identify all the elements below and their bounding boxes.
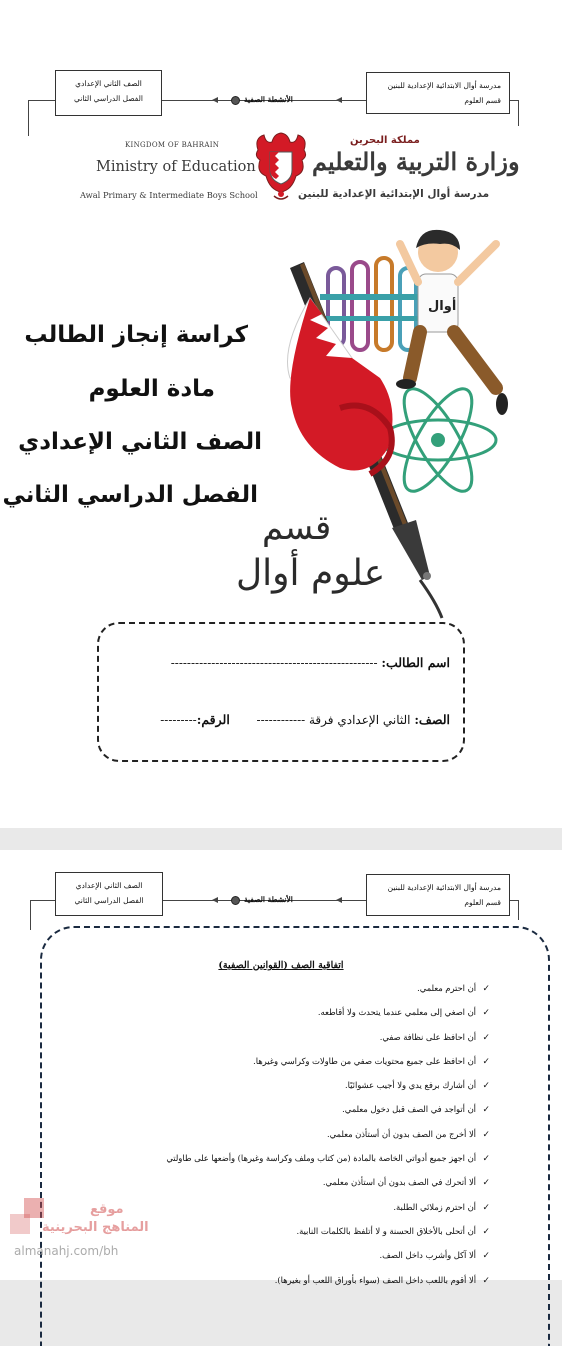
header-rule-right — [518, 900, 519, 920]
header-school-name: مدرسة أوال الابتدائية الإعدادية للبنين — [387, 81, 501, 90]
rule-text: أن اجهز جميع أدواتي الخاصة بالمادة (من كتاب وملف وكراسة وغيرها) وأضعها على طاولتي — [166, 1153, 476, 1164]
header-rule-left — [30, 900, 31, 930]
rule-text: ألا أقوم باللعب داخل الصف (سواء بأوراق اللعب أو بغيرها). — [274, 1274, 476, 1285]
department-line1: قسم — [262, 508, 332, 548]
header-department: قسم العلوم — [464, 96, 501, 105]
header-school-box — [366, 874, 510, 916]
rule-text: أن أتواجد في الصف قبل دخول معلمي. — [342, 1104, 476, 1115]
header-semester: الفصل الدراسي الثاني — [74, 94, 143, 103]
watermark-url: almanahj.com/bh — [14, 1244, 119, 1258]
rule-text: ألا أخرج من الصف بدون أن أستأذن معلمي. — [326, 1128, 476, 1139]
header-department: قسم العلوم — [464, 898, 501, 907]
check-icon: ✓ — [482, 1226, 490, 1237]
header-dot-icon — [231, 896, 240, 905]
header-dot-icon — [231, 96, 240, 105]
cover-grade: الصف الثاني الإعدادي — [18, 429, 262, 455]
check-icon: ✓ — [482, 1081, 490, 1092]
rule-item — [30, 1146, 490, 1170]
ministry-en: Ministry of Education — [96, 159, 256, 175]
header-grade: الصف الثاني الإعدادي — [75, 881, 143, 890]
check-icon: ✓ — [482, 1178, 490, 1189]
check-icon: ✓ — [482, 1008, 490, 1019]
rule-item — [30, 1025, 490, 1049]
student-name-row — [171, 655, 450, 670]
header-arrow-left-icon — [212, 897, 218, 903]
student-name-label: اسم الطالب: — [381, 655, 450, 670]
student-number-field[interactable]: --------- — [160, 713, 197, 727]
student-class-row — [160, 712, 450, 727]
header-grade-box — [55, 872, 163, 916]
student-name-field[interactable]: --------------------------------------------------- — [170, 656, 378, 670]
watermark — [10, 1192, 160, 1272]
rule-text: ألا آكل وأشرب داخل الصف. — [379, 1250, 476, 1261]
header-arrow-right-icon — [336, 897, 342, 903]
check-icon: ✓ — [482, 1251, 490, 1262]
rule-text: أن احافظ على نظافة صفي. — [379, 1031, 476, 1042]
header-rule-right — [518, 100, 519, 126]
check-icon: ✓ — [482, 1275, 490, 1286]
rule-text: أن أشارك برفع يدي ولا أجيب عشوائيًا. — [344, 1080, 476, 1091]
check-icon: ✓ — [482, 1202, 490, 1213]
kingdom-en: KINGDOM OF BAHRAIN — [125, 141, 220, 149]
department-line2: علوم أوال — [236, 553, 386, 594]
watermark-line1: موقع — [90, 1202, 124, 1217]
header-arrow-left-icon — [212, 97, 218, 103]
check-icon: ✓ — [482, 1105, 490, 1116]
check-icon: ✓ — [482, 1154, 490, 1165]
cover-semester: الفصل الدراسي الثاني — [2, 482, 258, 508]
school-en: Awal Primary & Intermediate Boys School — [80, 190, 258, 200]
rule-item — [30, 1122, 490, 1146]
check-icon: ✓ — [482, 1032, 490, 1043]
rule-text: أن اصغي إلى معلمي عندما يتحدث ولا أقاطعه. — [317, 1007, 476, 1018]
rule-item — [30, 1097, 490, 1121]
check-icon: ✓ — [482, 1056, 490, 1067]
cover-title: كراسة إنجاز الطالب — [24, 322, 248, 348]
boy-character-icon — [396, 230, 508, 415]
check-icon: ✓ — [482, 984, 490, 994]
rule-text: أن احافظ على جميع محتويات صفي من طاولات وكراسي وغيرها. — [253, 1055, 476, 1066]
header-activities-label: الأنشطة الصفية — [244, 895, 293, 904]
rule-text: أن احترم زملائي الطلبة. — [393, 1201, 476, 1212]
header-grade: الصف الثاني الإعدادي — [75, 79, 142, 88]
header-grade-box — [55, 70, 162, 116]
header-semester: الفصل الدراسي الثاني — [74, 896, 144, 905]
shirt-logo-text: أوال — [428, 299, 457, 314]
student-class-label: الصف: — [414, 712, 450, 727]
student-class-value: الثاني الإعدادي فرقة — [309, 713, 411, 727]
ministry-ar: وزارة التربية والتعليم — [312, 147, 520, 176]
header-rule-left — [28, 100, 29, 136]
header-activities-label: الأنشطة الصفية — [244, 95, 293, 104]
kingdom-ar: مملكة البحرين — [350, 135, 420, 146]
rule-text: ألا أتحرك في الصف بدون أن استأذن معلمي. — [322, 1177, 476, 1188]
school-ar: مدرسة أوال الإبتدائية الإعدادية للبنين — [298, 188, 490, 200]
rule-item — [30, 1000, 490, 1024]
student-number-label: الرقم: — [196, 712, 230, 727]
rule-item — [30, 976, 490, 1000]
watermark-line2: المناهج البحرينية — [42, 1220, 149, 1235]
header-arrow-right-icon — [336, 97, 342, 103]
header-school-name: مدرسة أوال الابتدائية الإعدادية للبنين — [387, 883, 501, 892]
check-icon: ✓ — [482, 1129, 490, 1140]
header-school-box — [366, 72, 510, 114]
rule-text: أن أتحلى بالأخلاق الحسنة و لا أتلفظ بالكلمات النابية. — [296, 1225, 476, 1236]
rule-item — [30, 1049, 490, 1073]
student-class-field[interactable]: ------------ — [256, 713, 306, 727]
atom-icon — [380, 380, 496, 500]
student-info-box — [97, 622, 465, 762]
rule-item — [30, 1073, 490, 1097]
rules-title: اتفاقية الصف (القوانين الصفية) — [218, 960, 344, 971]
rule-text: أن احترم معلمي. — [417, 983, 476, 993]
cover-subject: مادة العلوم — [88, 376, 215, 402]
